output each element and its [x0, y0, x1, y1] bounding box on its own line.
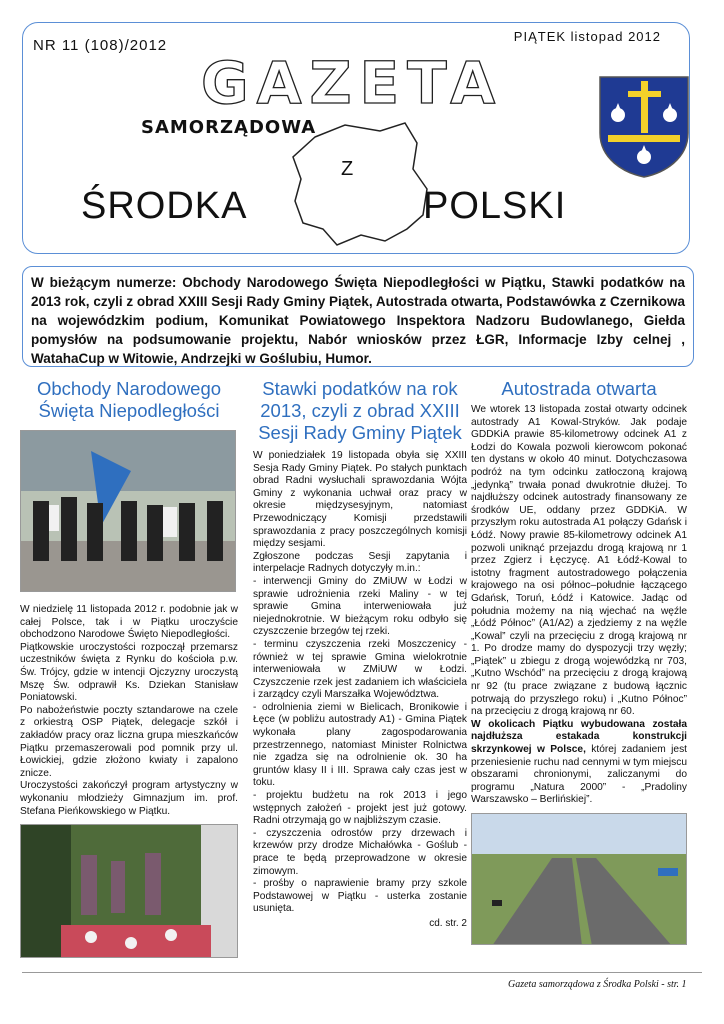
monument-photo	[20, 824, 238, 958]
paragraph: Po nabożeństwie poczty sztandarowe na czele z orkiestrą OSP Piątek, delegacje szkół i zakładów pracy oraz liczna grupa mieszkańców Piątku przemaszerowali pod pomnik przy ul. Łowickiej, gdzie złożono kwiaty i zapalono znicze.	[20, 704, 238, 779]
column-tax-rates	[253, 378, 467, 929]
page-footer: Gazeta samorządowa z Środka Polski - str. 1	[508, 979, 687, 990]
paragraph: - prośby o naprawienie bramy przy szkole Podstawowej w Piątku - usterka zostanie usunięta.	[253, 878, 467, 915]
issue-date: PIĄTEK listopad 2012	[513, 29, 661, 44]
parade-photo	[20, 430, 236, 592]
article-heading-motorway: Autostrada otwarta	[501, 378, 657, 399]
paragraph: Piątkowskie uroczystości rozpoczął przemarsz uczestników święta z Rynku do kościoła p.w. Św. Trójcy, gdzie w intencji Ojczyzny uroczystą Mszę Św. odprawił Ks. Dziekan Stanisław Poniatowski.	[20, 641, 238, 704]
paragraph	[471, 719, 687, 807]
masthead-z: Z	[341, 158, 354, 180]
article-body-motorway	[471, 404, 687, 807]
article-heading-taxes: Stawki podatków na rok 2013, czyli z obrad XXIII Sesji Rady Gminy Piątek	[258, 378, 462, 443]
title-srodka: ŚRODKA	[81, 185, 248, 227]
article-body-independence	[20, 604, 238, 818]
bold-text: W okolicach Piątku wybudowana została najdłuższa estakada konstrukcji skrzynkowej w Polsce,	[471, 718, 687, 756]
issue-summary: W bieżącym numerze: Obchody Narodowego Święta Niepodległości w Piątku, Stawki podatków na 2013 rok, czyli z obrad XXIII Sesji Rady Gminy Piątek, Autostrada otwarta, Podstawówka z Czernikowa na wojewódzkim podium, Komunikat Powiatowego Inspektora Nadzoru Budowlanego, Giełda pomysłów na podsumowanie projektu, Nabór wniosków przez ŁGR, Informacje Izby celnej , WatahaCup w Witowie, Andrzejki w Goślubiu, Humor.	[22, 266, 694, 367]
poland-map-outline	[285, 117, 435, 257]
paragraph: - interwencji Gminy do ZMiUW w Łodzi w sprawie udrożnienia rzeki Maliny - w tej sprawie Gmina interweniowała już niejednokrotnie. W bieżącym roku odbyło się czyszczenie brzegów tej rzeki.	[253, 575, 467, 638]
title-polski: POLSKI	[423, 185, 567, 227]
paragraph: - czyszczenia odrostów przy drzewach i krzewów przy drodze Michałówka - Goślub - prace te będą przeprowadzone w okresie zimowym.	[253, 827, 467, 877]
paragraph: W niedzielę 11 listopada 2012 r. podobnie jak w całej Polsce, tak i w Piątku uroczyście obchodzono Narodowe Święto Niepodległości.	[20, 604, 238, 641]
paragraph: - projektu budżetu na rok 2013 i jego wstępnych założeń - projekt jest już gotowy. Radni otrzymają go w najbliższym czasie.	[253, 790, 467, 827]
article-body-taxes	[253, 450, 467, 916]
footer-divider	[22, 972, 702, 973]
issue-number: NR 11 (108)/2012	[33, 37, 168, 54]
paragraph: Zgłoszone podczas Sesji zapytania i interpelacje Radnych dotyczyły m.in.:	[253, 550, 467, 575]
motorway-photo	[471, 813, 687, 945]
column-independence-day	[20, 378, 238, 958]
paragraph-text: której zadaniem jest przeniesienie ruchu nad cennymi w tym miejscu obszarami chronionymi, zaliczanymi do programu „Natura 2000” - „Pradoliny Warszawsko – Berlińskiej”.	[471, 744, 687, 806]
newspaper-subtitle: SAMORZĄDOWA	[141, 117, 317, 138]
paragraph: We wtorek 13 listopada został otwarty odcinek autostrady A1 Kowal-Stryków. Jak podaje GDDKiA prawie 85-kilometrowy odcinek A1 z Łodzi do Kowala pozwoli kierowcom pokonać ten dystans w około 40 minut. Dotychczasowa podróż na tym odcinku zatłoczoną krajową „jedynką” trwała ponad dwukrotnie dłużej. To najdłuższy odcinek autostrady finansowany ze środków UE, oddany przez GDDKiA. W przyszłym roku autostrada A1 połączy Gdańsk i Łódź. Nowy prawie 85-kilometrowy odcinek A1 pozwoli uniknąć przejazdu drogą krajową nr 1 przez Zgierz i Łęczycę. A1 Łódź-Kowal to istotny fragment autostradowego połączenia krajowego na osi północ–południe łączącego Gdańsk, Toruń, Łódź i Katowice. Jadąc od południa możemy na nią wjechać na węźle „Łódź Północ” (A1/A2) a zjedziemy z na węźle „Kowal” czyli na przecięciu z drogą krajową nr 1. Po drodze mamy do dyspozycji trzy węzły; „Piątek” u zbiegu z drogą wojewódzką nr 703, „Kutno Wschód” na przecięciu z drogą krajową nr 92 (tu prace związane z budową łącznic potrwają do przyszłego roku) i „Kutno Północ” na przecięciu z drogą krajową nr 60.	[471, 404, 687, 718]
masthead	[22, 22, 690, 254]
paragraph: Uroczystości zakończył program artystyczny w wykonaniu młodzieży Gimnazjum im. prof. Stefana Pieńkowskiego w Piątku.	[20, 780, 238, 817]
continued-note: cd. str. 2	[429, 917, 467, 929]
paragraph: - odrolnienia ziemi w Bielicach, Bronikowie i Łęce (w pobliżu autostrady A1) - Gmina Piątek wykonała plany zagospodarowania przestrzennego, natomiast Minister Rolnictwa nie zgadza się na odrolnienie ok. 30 ha gruntów klasy II i III. Sprawa cały czas jest w toku.	[253, 701, 467, 789]
article-heading-independence: Obchody Narodowego Święta Niepodległości	[36, 378, 222, 421]
coat-of-arms-icon	[598, 75, 690, 179]
paragraph: - terminu czyszczenia rzeki Moszczenicy - również w tej sprawie Gmina wielokrotnie interweniowała w ZMiUW w Łodzi. Czyszczenie rzek jest zadaniem ich właściciela i zarządcy czyli Marszałka Województwa.	[253, 638, 467, 701]
column-motorway	[471, 378, 687, 945]
paragraph: W poniedziałek 19 listopada obyła się XXIII Sesja Rady Gminy Piątek. Po stałych punktach obrad Radni wysłuchali sprawozdania Wójta Gminy z wykonania uchwał oraz pracy w okresie międzysesyjnym, natomiast Przewodniczący Komisji przedstawili sprawozdania z pracy poszczególnych komisji między sesjami.	[253, 450, 467, 550]
newspaper-title: GAZETA	[201, 49, 504, 117]
